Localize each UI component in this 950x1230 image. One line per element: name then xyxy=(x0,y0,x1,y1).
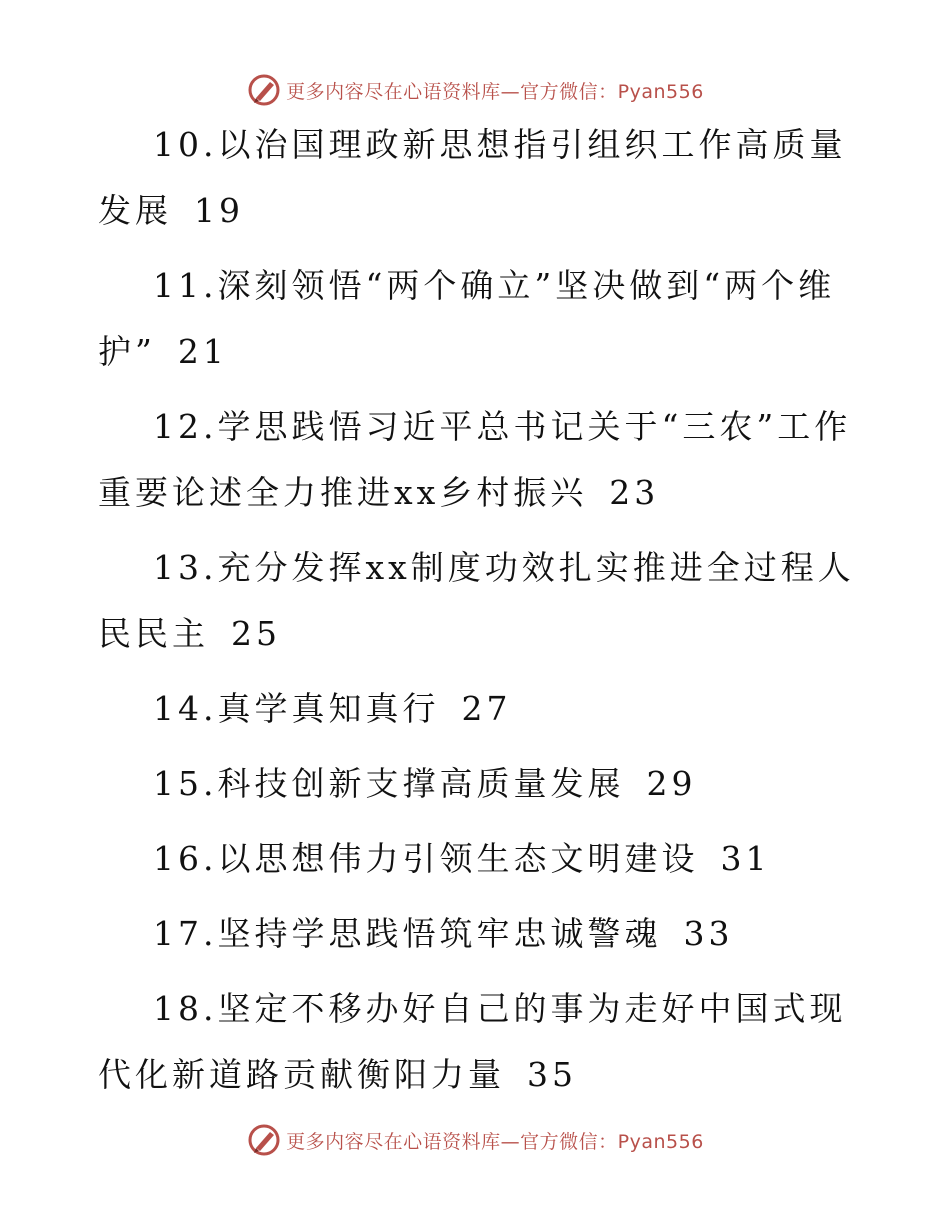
toc-entry xyxy=(98,976,858,1108)
footer-banner-inner xyxy=(246,1122,704,1158)
toc-entry-title: 14.真学真知真行 xyxy=(153,689,440,728)
toc-entry-page-number: 19 xyxy=(194,191,244,230)
toc-entry xyxy=(98,751,858,817)
toc-entry xyxy=(98,112,858,244)
toc-entry xyxy=(98,253,858,385)
header-banner-text: 更多内容尽在心语资料库—官方微信：Pyan556 xyxy=(286,80,704,103)
pen-logo-icon xyxy=(246,72,282,108)
toc-entry-title: 16.以思想伟力引领生态文明建设 xyxy=(153,839,699,878)
toc-entry xyxy=(98,826,858,892)
toc-entry xyxy=(98,535,858,667)
toc-entry-page-number: 29 xyxy=(646,764,697,803)
toc-entry-page-number: 35 xyxy=(527,1055,577,1094)
toc-entry-title: 17.坚持学思践悟筑牢忠诚警魂 xyxy=(153,914,662,953)
toc-entry-page-number: 27 xyxy=(461,689,512,728)
toc-entry-page-number: 33 xyxy=(683,914,734,953)
toc-entry-page-number: 31 xyxy=(720,839,771,878)
header-banner-inner xyxy=(246,72,704,108)
footer-banner-text: 更多内容尽在心语资料库—官方微信：Pyan556 xyxy=(286,1130,704,1153)
toc-entry-title: 15.科技创新支撑高质量发展 xyxy=(153,764,625,803)
toc-entry xyxy=(98,676,858,742)
toc-entry-title: 13.充分发挥xx制度功效扎实推进全过程人民民主 xyxy=(98,548,855,653)
toc-entry-title: 10.以治国理政新思想指引组织工作高质量发展 xyxy=(98,125,847,230)
toc-entry-title: 11.深刻领悟“两个确立”坚决做到“两个维护” xyxy=(98,266,836,371)
table-of-contents xyxy=(98,112,858,1117)
pen-logo-icon xyxy=(246,1122,282,1158)
toc-entry-page-number: 25 xyxy=(231,614,281,653)
toc-entry xyxy=(98,394,858,526)
toc-entry-page-number: 21 xyxy=(177,332,228,371)
footer-banner xyxy=(0,1120,950,1160)
toc-entry xyxy=(98,901,858,967)
header-banner xyxy=(0,70,950,110)
toc-entry-title: 18.坚定不移办好自己的事为走好中国式现代化新道路贡献衡阳力量 xyxy=(98,989,847,1094)
toc-entry-title: 12.学思践悟习近平总书记关于“三农”工作重要论述全力推进xx乡村振兴 xyxy=(98,407,852,512)
toc-entry-page-number: 23 xyxy=(609,473,660,512)
